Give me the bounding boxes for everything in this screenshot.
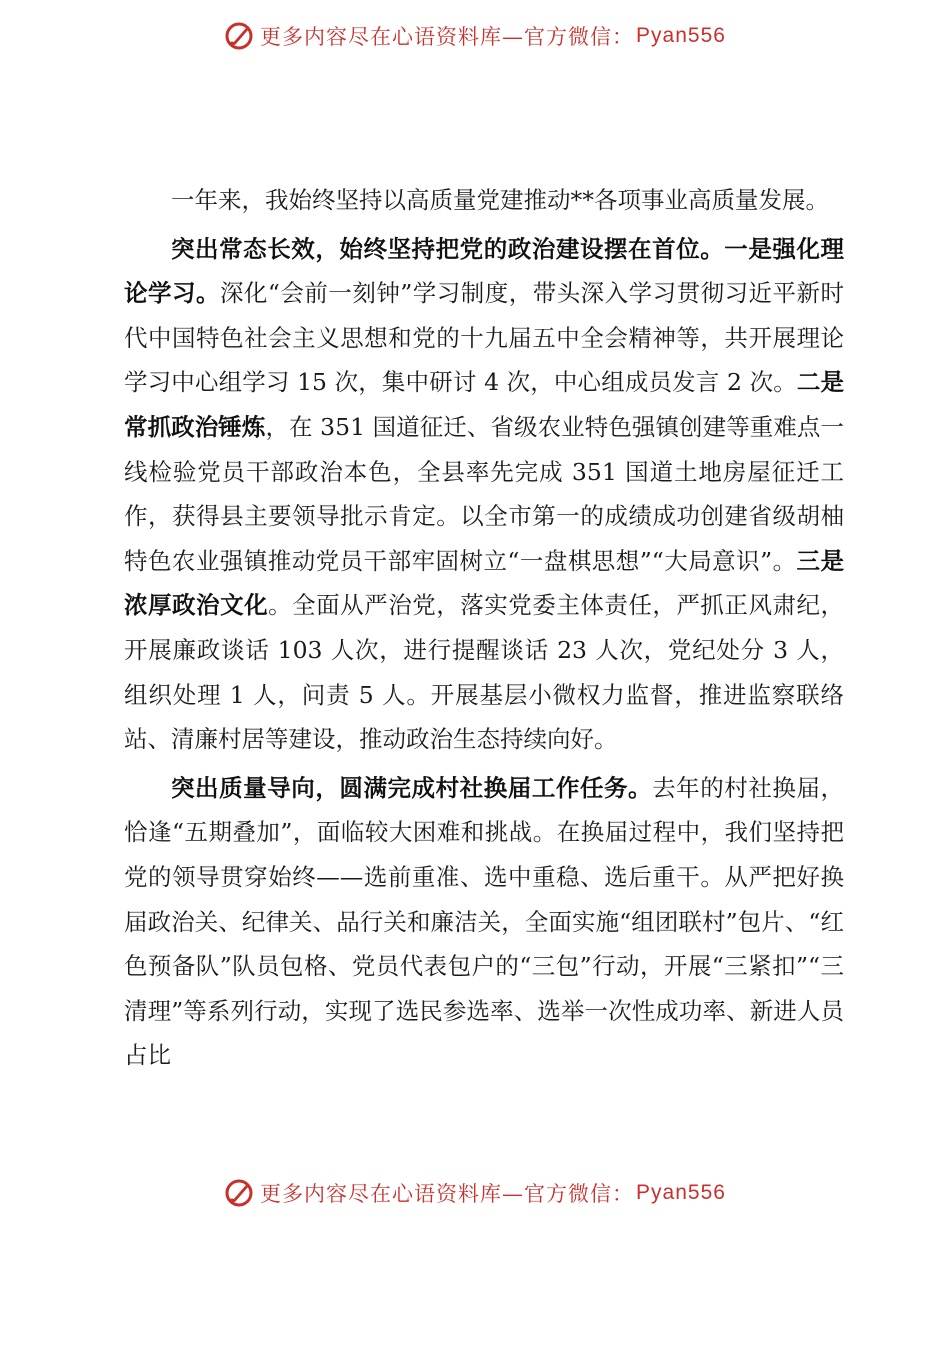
- point-heading-1: 一是强化理论学习。: [124, 234, 845, 308]
- body-text: 。全面从严治党，落实党委主体责任，严抓正风肃纪，开展廉政谈话 103 人次，进行提醒谈话 23 人次，党纪处分 3 人，组织处理 1 人，问责 5 人。开展基层小微权力监督，推进监察联络站、清廉村居等建设，推动政治生态持续向好。: [124, 591, 845, 754]
- paragraph-intro: [124, 178, 844, 223]
- intro-text: 一年来，我始终坚持以高质量党建推动**各项事业高质量发展。: [171, 186, 829, 214]
- wechat-id: Pyan556: [636, 24, 726, 47]
- brush-logo-icon: [224, 21, 254, 51]
- footer-watermark: [0, 1173, 950, 1213]
- point-heading-2: 二是常抓政治锤炼: [124, 368, 845, 441]
- point-heading-3: 三是浓厚政治文化: [124, 546, 844, 620]
- header-watermark: [0, 16, 950, 56]
- watermark-text: 更多内容尽在心语资料库—官方微信：: [260, 1182, 635, 1206]
- paragraph-election: [124, 766, 844, 1078]
- body-text: 深化“会前一刻钟”学习制度，带头深入学习贯彻习近平新时代中国特色社会主义思想和党的十九届五中全会精神等，共开展理论学习中心组学习 15 次，集中研讨 4 次，中心组成员发言 2 次。: [124, 279, 845, 397]
- watermark-text: 更多内容尽在心语资料库—官方微信：: [260, 25, 635, 49]
- wechat-id: Pyan556: [636, 1181, 726, 1204]
- brush-logo-icon: [224, 1178, 254, 1208]
- paragraph-political-building: [124, 227, 844, 762]
- document-body: [124, 178, 844, 1082]
- body-text: ，在 351 国道征迁、省级农业特色强镇创建等重难点一线检验党员干部政治本色，全县率先完成 351 国道土地房屋征迁工作，获得县主要领导批示肯定。以全市第一的成绩成功创建省级胡柚特色农业强镇推动党员干部牢固树立“一盘棋思想”“大局意识”。: [124, 412, 845, 575]
- body-text: 去年的村社换届，恰逢“五期叠加”，面临较大困难和挑战。在换届过程中，我们坚持把党的领导贯穿始终——选前重准、选中重稳、选后重干。从严把好换届政治关、纪律关、品行关和廉洁关，全面实施“组团联村”包片、“红色预备队”队员包格、党员代表包户的“三包”行动，开展“三紧扣”“三清理”等系列行动，实现了选民参选率、选举一次性成功率、新进人员占比: [124, 773, 845, 1070]
- section-heading: 突出质量导向，圆满完成村社换届工作任务。: [171, 773, 653, 802]
- section-heading: 突出常态长效，始终坚持把党的政治建设摆在首位。: [171, 234, 725, 263]
